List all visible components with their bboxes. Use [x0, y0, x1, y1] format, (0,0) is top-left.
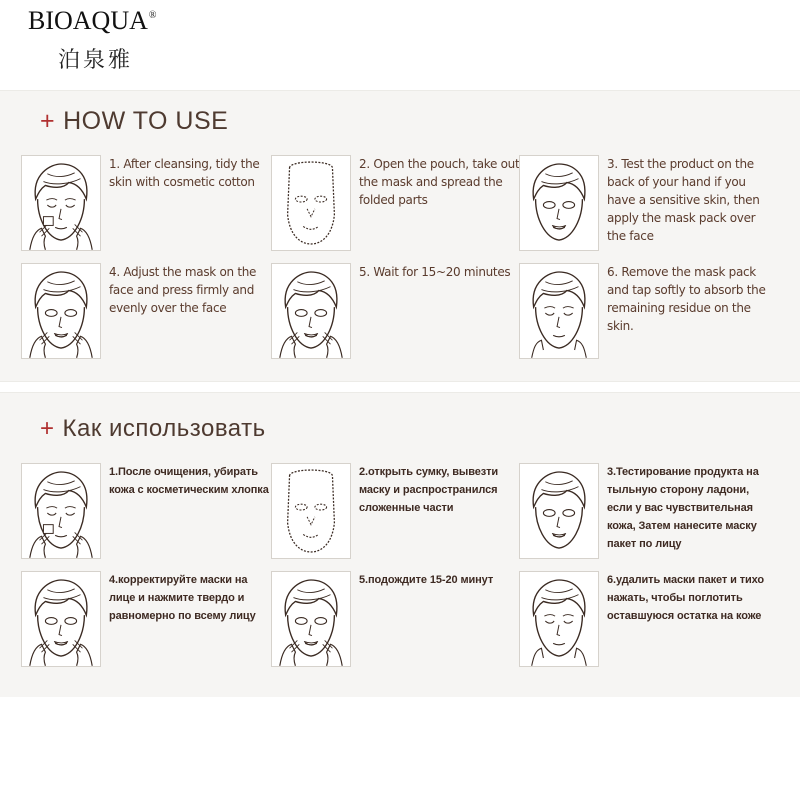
plus-icon: +: [40, 107, 56, 135]
step-text: 4.корректируйте маски на лице и нажмите твердо и равномерно по всему лицу: [109, 574, 256, 622]
step-text: 1.После очищения, убирать кожа с косметическим хлопка: [109, 466, 269, 496]
face-wait-icon: [271, 263, 351, 359]
face-mask-icon: [519, 155, 599, 251]
face-press-icon: [21, 571, 101, 667]
header: [0, 0, 800, 90]
step-text: 5. Wait for 15~20 minutes: [359, 265, 511, 279]
step-text: 2. Open the pouch, take out the mask and spread the folded parts: [359, 157, 520, 207]
step-text: 3. Test the product on the back of your hand if you have a sensitive skin, then apply the mask pack over the face: [607, 157, 760, 243]
mask-sheet-icon: [271, 463, 351, 559]
section-kak-ispolzovat: [0, 392, 800, 698]
face-tap-icon: [519, 571, 599, 667]
section-title: + Как использовать: [40, 415, 266, 442]
step-text: 2.открыть сумку, вывезти маску и распространился сложенные части: [359, 466, 499, 514]
footer-blank: [0, 697, 800, 800]
step-text: 1. After cleansing, tidy the skin with cosmetic cotton: [109, 157, 260, 189]
face-press-icon: [21, 263, 101, 359]
step-text: 6.удалить маски пакет и тихо нажать, чтобы поглотить оставшуюся остатка на коже: [607, 574, 765, 622]
mask-sheet-icon: [271, 155, 351, 251]
plus-icon: +: [40, 415, 55, 442]
brand-name: BIOAQUA: [28, 6, 148, 35]
brand-logo: [28, 6, 157, 36]
brand-name-cn: 泊泉雅: [58, 48, 134, 73]
step-text: 4. Adjust the mask on the face and press firmly and evenly over the face: [109, 265, 257, 315]
step-text: 5.подождите 15-20 минут: [359, 574, 494, 586]
face-cotton-icon: [21, 463, 101, 559]
face-wait-icon: [271, 571, 351, 667]
section-how-to-use: [0, 90, 800, 382]
face-mask-icon: [519, 463, 599, 559]
face-cotton-icon: [21, 155, 101, 251]
section-title: + HOW TO USE: [40, 107, 229, 135]
registered-mark: ®: [148, 10, 157, 21]
face-tap-icon: [519, 263, 599, 359]
step-text: 3.Тестирование продукта на тыльную сторону ладони, если у вас чувствительная кожа, Затем нанесите маску пакет по лицу: [607, 466, 759, 550]
step-text: 6. Remove the mask pack and tap softly to absorb the remaining residue on the skin.: [607, 265, 766, 333]
